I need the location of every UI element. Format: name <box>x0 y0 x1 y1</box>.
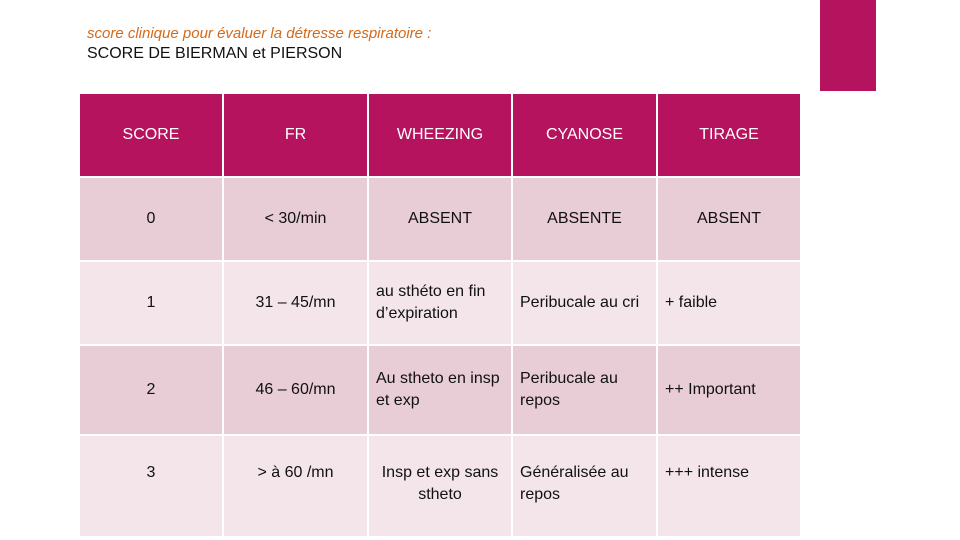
cell-fr: > à 60 /mn <box>223 435 368 537</box>
cell-cyanose: Peribucale au cri <box>512 261 657 345</box>
cell-tirage: ABSENT <box>657 177 801 261</box>
score-table <box>78 92 802 538</box>
column-header-wheezing: WHEEZING <box>368 93 512 177</box>
table-row <box>79 345 801 435</box>
cell-score: 0 <box>79 177 223 261</box>
column-header-tirage: TIRAGE <box>657 93 801 177</box>
cell-fr: < 30/min <box>223 177 368 261</box>
column-header-cyanose: CYANOSE <box>512 93 657 177</box>
accent-block <box>820 0 876 91</box>
cell-tirage: + faible <box>657 261 801 345</box>
table-row <box>79 435 801 537</box>
column-header-fr: FR <box>223 93 368 177</box>
slide-title: SCORE DE BIERMAN et PIERSON <box>87 45 343 62</box>
cell-fr: 46 – 60/mn <box>223 345 368 435</box>
cell-fr: 31 – 45/mn <box>223 261 368 345</box>
cell-wheezing: ABSENT <box>368 177 512 261</box>
cell-cyanose: ABSENTE <box>512 177 657 261</box>
cell-cyanose: Peribucale au repos <box>512 345 657 435</box>
table-row <box>79 177 801 261</box>
table-row <box>79 261 801 345</box>
cell-wheezing: Au stheto en insp et exp <box>368 345 512 435</box>
cell-cyanose: Généralisée au repos <box>512 435 657 537</box>
cell-score: 3 <box>79 435 223 537</box>
cell-tirage: ++ Important <box>657 345 801 435</box>
cell-wheezing: au sthéto en fin d’expiration <box>368 261 512 345</box>
column-header-score: SCORE <box>79 93 223 177</box>
cell-score: 1 <box>79 261 223 345</box>
cell-wheezing: Insp et exp sans stheto <box>368 435 512 537</box>
cell-score: 2 <box>79 345 223 435</box>
slide-subtitle: score clinique pour évaluer la détresse respiratoire : <box>87 25 432 42</box>
table-header-row <box>79 93 801 177</box>
cell-tirage: +++ intense <box>657 435 801 537</box>
